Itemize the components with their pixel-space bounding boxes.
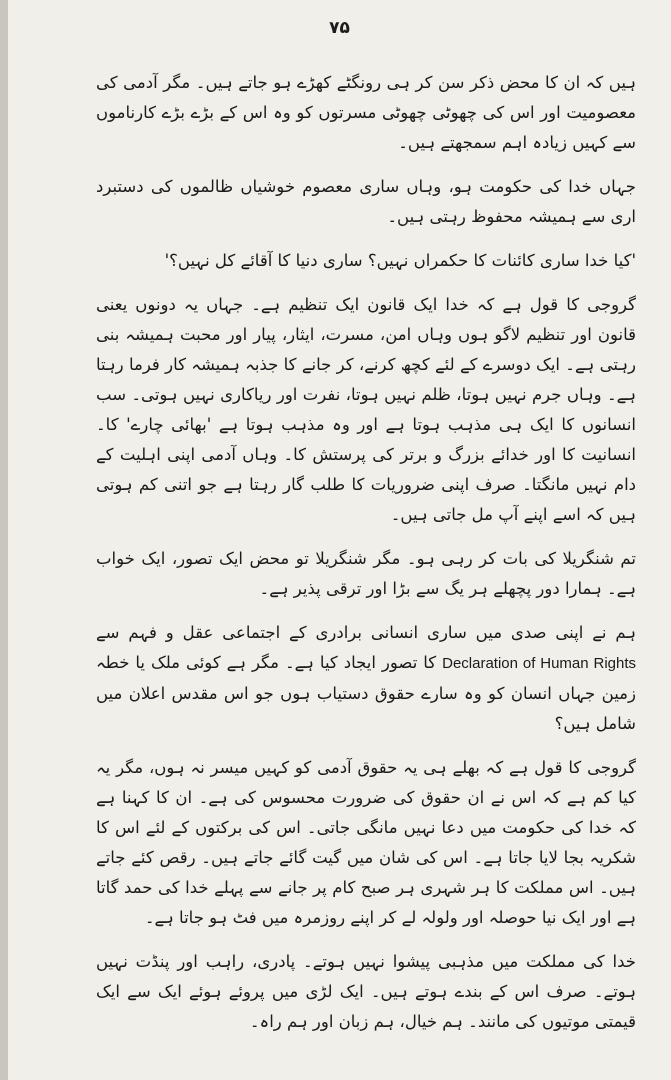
- paragraph-7: گروجی کا قول ہے کہ بھلے ہی یہ حقوق آدمی کو کہیں میسر نہ ہوں، مگر یہ کیا کم ہے کہ اس نے ان حقوق کی ضرورت محسوس کی ہے۔ ان کا کہنا ہے کہ خدا کی حکومت میں دعا نہیں مانگی جاتی۔ اس کی برکتوں کے لئے اس کا شکریہ بجا لایا جاتا ہے۔ اس کی شان میں گیت گائے جاتے ہیں۔ رقص کئے جاتے ہیں۔ اس مملکت کا ہر شہری ہر صبح کام پر جانے سے پہلے خدا کی حمد گاتا ہے اور ایک نیا حوصلہ اور ولولہ لے کر اپنے روزمرہ میں فٹ ہو جاتا ہے۔: [96, 758, 636, 927]
- paragraph-3: 'کیا خدا ساری کائنات کا حکمراں نہیں؟ ساری دنیا کا آقائے کل نہیں؟': [164, 251, 636, 270]
- paragraph-2: جہاں خدا کی حکومت ہو، وہاں ساری معصوم خوشیاں ظالموں کی دستبرد اری سے ہمیشہ محفوظ رہتی ہیں۔: [96, 177, 636, 226]
- paragraph-6: [96, 618, 636, 739]
- paragraph-1: ہیں کہ ان کا محض ذکر سن کر ہی رونگٹے کھڑے ہو جاتے ہیں۔ مگر آدمی کی معصومیت اور اس کی چھوٹی چھوٹی مسرتوں کو وہ اس کے بڑے بڑے کارناموں سے کہیں زیادہ اہم سمجھتے ہیں۔: [96, 73, 636, 152]
- declaration-english-term: Declaration of Human Rights: [442, 655, 637, 672]
- paragraph-6-urdu-start: ہم نے اپنی صدی میں ساری انسانی برادری کے اجتماعی عقل و فہم سے: [96, 623, 636, 642]
- paragraph-6-urdu-end: کا تصور ایجاد کیا ہے۔ مگر ہے کوئی ملک یا خطہ زمین جہاں انسان کو وہ سارے حقوق دستیاب ہوں جو اس مقدس اعلان میں شامل ہیں؟: [96, 653, 636, 733]
- paragraph-5: تم شنگریلا کی بات کر رہی ہو۔ مگر شنگریلا تو محض ایک تصور، ایک خواب ہے۔ ہمارا دور پچھلے ہر یگ سے بڑا اور ترقی پذیر ہے۔: [96, 549, 636, 598]
- paragraph-4: گروجی کا قول ہے کہ خدا ایک قانون ایک تنظیم ہے۔ جہاں یہ دونوں یعنی قانون اور تنظیم لاگو ہوں وہاں امن، مسرت، ایثار، پیار اور محبت ہمیشہ بنی رہتی ہے۔ ایک دوسرے کے لئے کچھ کرنے، کر جانے کا جذبہ ہمیشہ کار فرما رہتا ہے۔ وہاں جرم نہیں ہوتا، ظلم نہیں ہوتا، نفرت اور ریاکاری نہیں ہوتی۔ سب انسانوں کا ایک ہی مذہب ہوتا ہے اور وہ مذہب ہوتا ہے 'بھائی چارے' کا۔ انسانیت کا اور خدائے بزرگ و برتر کی پرستش کا۔ وہاں آدمی اپنی اہلیت کے دام نہیں مانگتا۔ صرف اپنی ضروریات کا طلب گار رہتا ہے جو اتنی کم ہوتی ہیں کہ اسے اپنے آپ مل جاتی ہیں۔: [96, 295, 636, 524]
- paragraph-8: خدا کی مملکت میں مذہبی پیشوا نہیں ہوتے۔ پادری، راہب اور پنڈت نہیں ہوتے۔ صرف اس کے بندے ہوتے ہیں۔ ایک لڑی میں پروئے ہوئے ایک سے ایک قیمتی موتیوں کی مانند۔ ہم خیال، ہم زبان اور ہم راہ۔: [96, 952, 636, 1031]
- page-number: ۷۵: [329, 18, 350, 38]
- body-text: [96, 68, 636, 1051]
